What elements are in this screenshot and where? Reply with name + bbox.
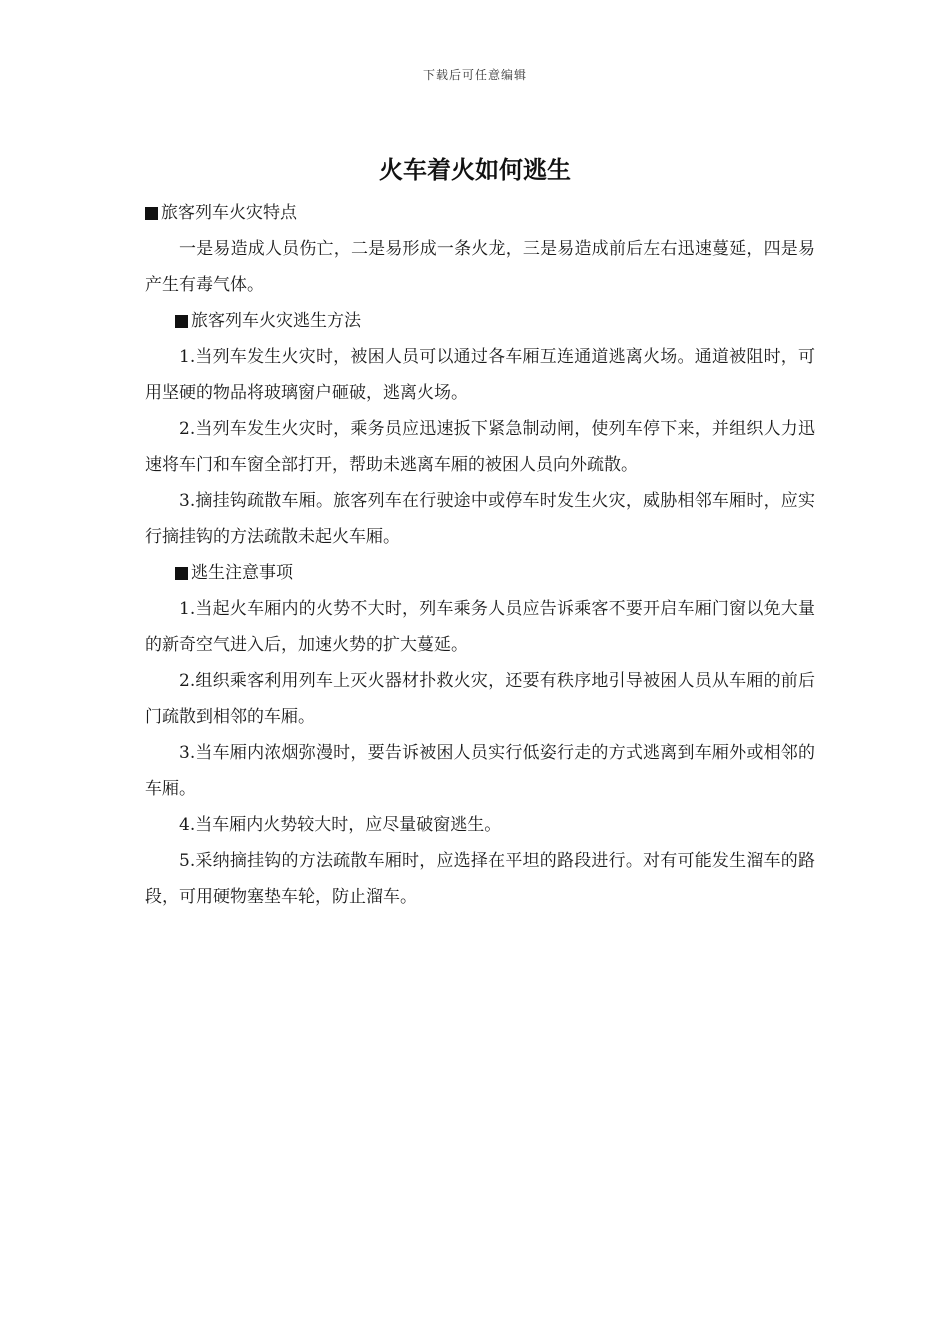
paragraph: 1.当起火车厢内的火势不大时，列车乘务人员应告诉乘客不要开启车厢门窗以免大量的新奇空气进入后，加速火势的扩大蔓延。 (145, 599, 815, 655)
section-heading-text: 旅客列车火灾特点 (161, 203, 297, 223)
paragraph: 3.当车厢内浓烟弥漫时，要告诉被困人员实行低姿行走的方式逃离到车厢外或相邻的车厢。 (145, 743, 815, 799)
paragraph: 2.组织乘客利用列车上灭火器材扑救火灾，还要有秩序地引导被困人员从车厢的前后门疏散到相邻的车厢。 (145, 671, 815, 727)
section-heading-escape-notes (145, 555, 815, 591)
paragraph: 5.采纳摘挂钩的方法疏散车厢时，应选择在平坦的路段进行。对有可能发生溜车的路段，可用硬物塞垫车轮，防止溜车。 (145, 851, 815, 907)
black-square-icon (145, 207, 158, 220)
paragraph: 一是易造成人员伤亡，二是易形成一条火龙，三是易造成前后左右迅速蔓延，四是易产生有毒气体。 (145, 239, 815, 295)
black-square-icon (175, 315, 188, 328)
document-body (145, 195, 815, 915)
paragraph: 3.摘挂钩疏散车厢。旅客列车在行驶途中或停车时发生火灾，威胁相邻车厢时，应实行摘挂钩的方法疏散未起火车厢。 (145, 491, 815, 547)
page-title: 火车着火如何逃生 (379, 156, 571, 184)
section-heading-escape-methods (145, 303, 815, 339)
black-square-icon (175, 567, 188, 580)
paragraph: 2.当列车发生火灾时，乘务员应迅速扳下紧急制动闸，使列车停下来，并组织人力迅速将车门和车窗全部打开，帮助未逃离车厢的被困人员向外疏散。 (145, 419, 815, 475)
section-heading-text: 旅客列车火灾逃生方法 (191, 311, 361, 331)
paragraph: 4.当车厢内火势较大时，应尽量破窗逃生。 (179, 815, 502, 835)
paragraph: 1.当列车发生火灾时，被困人员可以通过各车厢互连通道逃离火场。通道被阻时，可用坚硬的物品将玻璃窗户砸破，逃离火场。 (145, 347, 815, 403)
section-heading-text: 逃生注意事项 (191, 563, 293, 583)
header-note: 下载后可任意编辑 (422, 68, 527, 82)
section-heading-fire-characteristics (145, 195, 815, 231)
